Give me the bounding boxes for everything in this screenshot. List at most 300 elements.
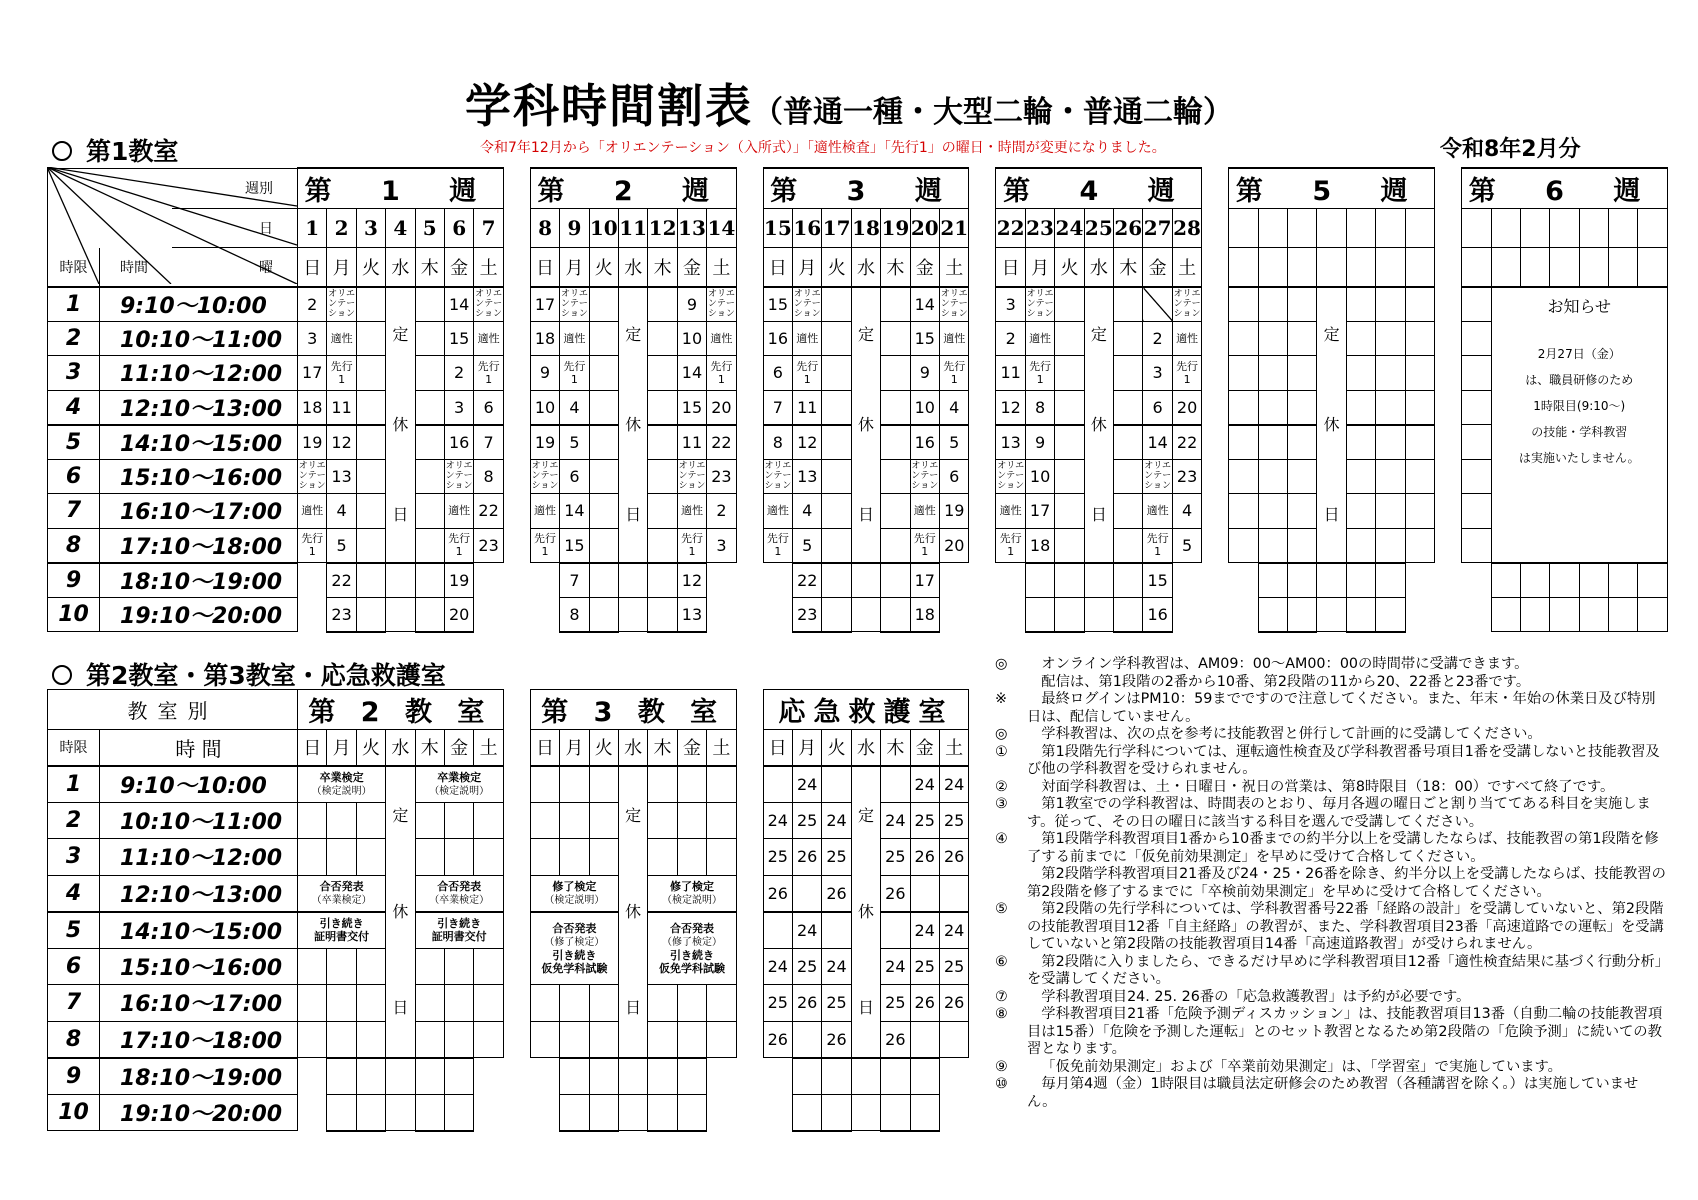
date-cell: 6: [444, 209, 473, 248]
gap: [1202, 459, 1229, 494]
timetable-cell: 11: [677, 425, 706, 460]
weekday-cell: [1638, 248, 1667, 287]
timetable-cell: [1520, 563, 1549, 598]
note-text: 第1教室での学科教習は、時間表のとおり、毎月各週の曜日ごと割り当ててある科目を実施します。従って、その日の曜日に該当する科目を選んで受講してください。: [1027, 796, 1651, 830]
timetable-cell: [444, 459, 473, 494]
timetable-cell: 3: [444, 390, 473, 425]
gap: [503, 356, 530, 391]
note-mark: ◎: [995, 656, 1008, 672]
note-text: 毎月第4週（金）1時限目は職員法定研修会のため教習（各種講習を除く。）は実施していません。: [1027, 1076, 1639, 1110]
timetable-cell: 15: [444, 321, 473, 356]
timetable-cell: [881, 321, 910, 356]
time-slot: 12:10～13:00: [100, 875, 298, 912]
timetable-cell: [589, 459, 618, 494]
timetable-cell: [763, 766, 792, 803]
timetable-cell: [648, 766, 677, 803]
empty: [298, 597, 327, 632]
time-slot: 19:10～20:00: [100, 597, 298, 632]
timetable-cell: [1084, 597, 1113, 632]
timetable-cell: 24: [792, 766, 821, 803]
period-label: 時限: [48, 730, 100, 766]
weekday-cell: 火: [822, 730, 851, 766]
room-name: 第 3 教 室: [530, 690, 736, 730]
closed-day-column: [619, 287, 648, 563]
exam-title: 修了検定: [552, 879, 597, 893]
gap: [503, 948, 530, 985]
closed-char: 休: [1090, 414, 1107, 434]
timetable-cell: [474, 948, 503, 985]
gap: [503, 802, 530, 839]
gap: [503, 875, 530, 912]
closed-char: 定: [1323, 324, 1340, 344]
timetable-cell: [327, 985, 356, 1022]
cell-text: ション: [940, 309, 968, 319]
empty: [474, 563, 503, 598]
note-text: 「仮免前効果測定」および「卒業前効果測定」は、「学習室」で実施しています。: [1041, 1058, 1562, 1075]
weekday-cell: 金: [910, 730, 939, 766]
timetable-cell: 23: [793, 597, 822, 632]
timetable-cell: [1172, 287, 1201, 322]
gap: [503, 528, 530, 563]
weekday-cell: [1462, 248, 1491, 287]
date-cell: 28: [1172, 209, 1201, 248]
timetable-cell: [589, 563, 618, 598]
closed-day-column: [851, 287, 880, 563]
cell-text: 先行: [448, 532, 471, 545]
closed-char: 定: [392, 324, 409, 344]
info-line: は実施いたしません。: [1518, 450, 1640, 465]
timetable-cell: [474, 356, 503, 391]
exam-title: 修了検定: [669, 879, 714, 893]
timetable-cell: [1258, 597, 1287, 632]
timetable-cell: [677, 766, 706, 803]
closed-char: 日: [1090, 504, 1107, 524]
gap: [736, 563, 763, 598]
time-label: 時間: [100, 248, 172, 287]
timetable-cell: [1114, 425, 1143, 460]
date-cell: [1550, 209, 1579, 248]
cell-text: ンテー: [707, 299, 735, 309]
timetable-cell: [444, 948, 473, 985]
note-text: オンライン学科教習は、AM09：00～AM00：00の時間帯に受講できます。: [1041, 656, 1529, 672]
weekday-cell: [1520, 248, 1549, 287]
timetable-cell: [1376, 321, 1405, 356]
table-row: [48, 563, 1668, 598]
closed-day-column: [851, 766, 880, 1058]
cell-text: 1: [570, 372, 578, 386]
weekday-cell: [1346, 248, 1375, 287]
timetable-cell: [1346, 425, 1375, 460]
gap: [503, 839, 530, 876]
timetable-cell: [1346, 459, 1375, 494]
timetable-cell: [940, 287, 969, 322]
timetable-cell: [356, 563, 385, 598]
timetable-cell: 25: [763, 839, 792, 876]
note-mark: ⑧: [995, 1006, 1008, 1022]
timetable-cell: [822, 597, 851, 632]
timetable-cell: 9: [1025, 425, 1054, 460]
time-slot: 15:10～16:00: [100, 459, 298, 494]
weekday-cell: 木: [1114, 248, 1143, 287]
timetable-cell: 26: [792, 839, 821, 876]
period-number: 1: [48, 766, 100, 803]
date-cell: 22: [996, 209, 1025, 248]
gap: [1202, 168, 1229, 209]
period-number: 3: [48, 839, 100, 876]
cell-text: 1: [338, 372, 346, 386]
time-slot: 10:10～11:00: [100, 321, 298, 356]
timetable-cell: [707, 985, 736, 1022]
time-slot: 11:10～12:00: [100, 839, 298, 876]
timetable-cell: [1055, 597, 1084, 632]
weekday-cell: 日: [763, 248, 792, 287]
timetable-cell: [677, 802, 706, 839]
timetable-cell: [356, 528, 385, 563]
timetable-cell: [822, 287, 851, 322]
note-text: 第2段階の先行学科については、学科教習番号22番「経路の設計」を受講していないと、第2段階の技能教習項目12番「自主経路」の教習が、また、学科教習項目23番「高速道路での運転」を受講していないと第2段階の技能教習項目14番「高速道路教習」が受けられません。: [1027, 901, 1664, 952]
timetable-cell: [648, 390, 677, 425]
timetable-cell: [1638, 563, 1667, 598]
cell-text: 先行: [680, 532, 703, 545]
timetable-cell: 10: [530, 390, 559, 425]
empty: [939, 1058, 968, 1095]
timetable-cell: [1346, 528, 1375, 563]
timetable-cell: 19: [298, 425, 327, 460]
week-header: 第 1 週: [298, 168, 504, 209]
timetable-cell: [881, 912, 910, 949]
timetable-cell: [1055, 494, 1084, 529]
gap: [969, 321, 996, 356]
closed-char: 休: [392, 901, 409, 921]
timetable-cell: [677, 1058, 706, 1095]
exam-block: [415, 875, 503, 912]
timetable-cell: [648, 563, 677, 598]
timetable-cell: [1346, 597, 1375, 632]
closed-day-column: [1317, 287, 1346, 563]
timetable-cell: [1462, 528, 1491, 563]
timetable-cell: 13: [327, 459, 356, 494]
timetable-cell: [560, 287, 589, 322]
cell-text: オリエ: [475, 289, 502, 299]
timetable-cell: [589, 839, 618, 876]
timetable-cell: [1346, 356, 1375, 391]
weekday-cell: 木: [648, 248, 677, 287]
timetable-cell: [415, 1021, 444, 1058]
timetable-cell: 2: [707, 494, 736, 529]
gap: [503, 248, 530, 287]
note-item: [995, 901, 1667, 954]
period-number: 9: [48, 563, 100, 598]
timetable-cell: [1405, 287, 1434, 322]
timetable-cell: [1405, 425, 1434, 460]
timetable-cell: 適性: [474, 321, 503, 356]
date-cell: 20: [910, 209, 939, 248]
timetable-cell: 14: [444, 287, 473, 322]
timetable-cell: [822, 459, 851, 494]
timetable-cell: [1025, 597, 1054, 632]
cell-text: ション: [764, 481, 792, 492]
timetable-cell: [474, 1021, 503, 1058]
timetable-cell: [648, 1094, 677, 1131]
timetable-cell: 19: [940, 494, 969, 529]
timetable-cell: 適性: [793, 321, 822, 356]
title-sub: （普通一種・大型二輪・普通二輪）: [753, 95, 1233, 130]
table-row: [48, 1021, 969, 1058]
timetable-cell: [415, 839, 444, 876]
gap: [1202, 528, 1229, 563]
timetable-cell: 26: [881, 875, 910, 912]
weekday-cell: 木: [648, 730, 677, 766]
empty: [996, 563, 1025, 598]
gap: [736, 494, 763, 529]
cell-text: 1: [485, 372, 493, 386]
timetable-cell: [1114, 390, 1143, 425]
timetable-cell: [1288, 563, 1317, 598]
gap: [1435, 287, 1462, 322]
timetable-cell: [1288, 390, 1317, 425]
timetable-cell: 適性: [560, 321, 589, 356]
weekday-cell: 月: [327, 248, 356, 287]
empty: [1229, 597, 1258, 632]
weekday-cell: 日: [298, 730, 327, 766]
timetable-cell: 7: [560, 563, 589, 598]
info-line: 2月27日（金）: [1537, 346, 1621, 361]
timetable-cell: [648, 1058, 677, 1095]
time-slot: 16:10～17:00: [100, 494, 298, 529]
note-item: [995, 691, 1667, 726]
timetable-cell: 13: [677, 597, 706, 632]
timetable-cell: 14: [1143, 425, 1172, 460]
timetable-cell: [589, 766, 618, 803]
exam-title: 卒業検定: [319, 770, 364, 784]
timetable-cell: 26: [910, 839, 939, 876]
timetable-cell: [560, 1094, 589, 1131]
timetable-cell: [298, 802, 327, 839]
weekday-cell: 月: [792, 730, 821, 766]
weekday-cell: 日: [530, 248, 559, 287]
time-slot: 14:10～15:00: [100, 425, 298, 460]
timetable-cell: [1346, 287, 1375, 322]
timetable-cell: [1346, 321, 1375, 356]
timetable-cell: [1609, 597, 1638, 632]
timetable-cell: 6: [1143, 390, 1172, 425]
timetable-cell: 3: [707, 528, 736, 563]
timetable-cell: [589, 494, 618, 529]
weekday-cell: 水: [386, 248, 415, 287]
timetable-cell: [444, 839, 473, 876]
timetable-cell: [530, 766, 559, 803]
timetable-cell: [707, 839, 736, 876]
cell-text: ンテー: [1173, 299, 1201, 309]
period-number: 10: [48, 597, 100, 632]
period-number: 6: [48, 948, 100, 985]
gap: [969, 209, 996, 248]
date-cell: [1609, 209, 1638, 248]
timetable-cell: [444, 528, 473, 563]
timetable-cell: 24: [881, 802, 910, 839]
timetable-cell: [298, 985, 327, 1022]
timetable-cell: [1258, 563, 1287, 598]
timetable-cell: 16: [910, 425, 939, 460]
timetable-cell: [822, 1058, 851, 1095]
timetable-cell: 17: [530, 287, 559, 322]
cell-text: オリエ: [764, 461, 792, 472]
timetable-cell: 適性: [677, 494, 706, 529]
note-mark: ⑥: [995, 953, 1008, 970]
closed-char: 日: [392, 997, 409, 1017]
timetable-cell: [327, 1021, 356, 1058]
note-item: [995, 674, 1667, 692]
header-diagonal-lines: [47, 167, 297, 284]
timetable-cell: [1288, 356, 1317, 391]
weekday-cell: 土: [707, 248, 736, 287]
exam-block: [298, 875, 386, 912]
timetable-cell: [415, 1058, 444, 1095]
weekday-cell: [1491, 248, 1520, 287]
timetable-cell: 適性: [910, 494, 939, 529]
timetable-cell: [1258, 425, 1287, 460]
timetable-cell: [415, 563, 444, 598]
cell-text: オリエ: [1173, 289, 1201, 299]
gap: [503, 168, 530, 209]
note-text: 配信は、第1段階の2番から10番、第2段階の11から20、22番と23番です。: [1041, 673, 1531, 690]
timetable-cell: 11: [996, 356, 1025, 391]
note-mark: [995, 866, 1027, 901]
gap: [736, 168, 763, 209]
timetable-cell: [996, 528, 1025, 563]
timetable-cell: [1462, 459, 1491, 494]
timetable-cell: [1114, 287, 1143, 322]
timetable-cell: 適性: [530, 494, 559, 529]
timetable-cell: 9: [530, 356, 559, 391]
timetable-cell: [1288, 321, 1317, 356]
timetable-cell: 5: [940, 425, 969, 460]
weekday-cell: [1405, 248, 1434, 287]
cell-text: 先行: [330, 359, 353, 373]
period-number: 2: [48, 321, 100, 356]
timetable-cell: [939, 875, 968, 912]
circle-icon: [52, 141, 72, 161]
empty: [939, 1094, 968, 1131]
weekday-cell: [1550, 248, 1579, 287]
weekday-cell: 水: [619, 248, 648, 287]
empty: [707, 1094, 736, 1131]
info-title: お知らせ: [1547, 296, 1612, 316]
cell-text: ンテー: [793, 299, 821, 309]
timetable-cell: [1143, 528, 1172, 563]
gap: [1202, 209, 1229, 248]
empty: [707, 563, 736, 598]
gap: [503, 912, 530, 949]
timetable-cell: 7: [763, 390, 792, 425]
date-cell: 19: [881, 209, 910, 248]
timetable-cell: [589, 1094, 618, 1131]
timetable-cell: [1258, 528, 1287, 563]
timetable-cell: 3: [996, 287, 1025, 322]
time-slot: 10:10～11:00: [100, 802, 298, 839]
timetable-cell: 20: [940, 528, 969, 563]
date-cell: 12: [648, 209, 677, 248]
timetable-cell: [1405, 528, 1434, 563]
timetable-cell: [881, 597, 910, 632]
timetable-cell: 15: [763, 287, 792, 322]
timetable-cell: [1229, 459, 1258, 494]
timetable-cell: 24: [792, 912, 821, 949]
timetable-cell: [1025, 356, 1054, 391]
timetable-cell: [677, 1094, 706, 1131]
timetable-cell: 3: [1143, 356, 1172, 391]
note-item: [995, 726, 1667, 744]
closed-char: 日: [392, 504, 409, 524]
section1-heading: [52, 132, 178, 168]
timetable-cell: 24: [763, 802, 792, 839]
timetable-cell: 6: [474, 390, 503, 425]
weekday-cell: 月: [793, 248, 822, 287]
timetable-cell: [560, 839, 589, 876]
timetable-cell: [1258, 287, 1287, 322]
timetable-cell: [474, 985, 503, 1022]
gap: [969, 287, 996, 322]
closed-char: 休: [392, 414, 409, 434]
timetable-cell: [881, 356, 910, 391]
cell-text: オリエ: [911, 461, 939, 472]
note-mark: ⑦: [995, 988, 1008, 1005]
timetable-cell: [356, 597, 385, 632]
timetable-cell: 18: [530, 321, 559, 356]
date-cell: 8: [530, 209, 559, 248]
timetable-cell: [1405, 356, 1434, 391]
timetable-cell: 12: [327, 425, 356, 460]
period-number: 4: [48, 875, 100, 912]
timetable-cell: [648, 839, 677, 876]
timetable-cell: 26: [939, 985, 968, 1022]
timetable-cell: 2: [444, 356, 473, 391]
gap: [1435, 563, 1462, 598]
weekday-cell: 日: [530, 730, 559, 766]
timetable-cell: [415, 528, 444, 563]
timetable-cell: 24: [763, 948, 792, 985]
timetable-cell: [356, 356, 385, 391]
empty: [707, 597, 736, 632]
gap: [736, 730, 763, 766]
timetable-cell: 12: [996, 390, 1025, 425]
empty: [298, 563, 327, 598]
timetable-cell: 25: [763, 985, 792, 1022]
timetable-cell: [474, 287, 503, 322]
gap: [1435, 528, 1462, 563]
note-mark: ④: [995, 831, 1008, 847]
closed-char: 日: [1323, 504, 1340, 524]
gap: [736, 459, 763, 494]
timetable-cell: [356, 1058, 385, 1095]
gap: [969, 563, 996, 598]
timetable-cell: 適性: [707, 321, 736, 356]
period-number: 7: [48, 985, 100, 1022]
table-row: [48, 985, 969, 1022]
timetable-cell: [648, 425, 677, 460]
date-cell: 23: [1025, 209, 1054, 248]
timetable-cell: [1055, 287, 1084, 322]
gap: [503, 459, 530, 494]
timetable-cell: [1317, 597, 1346, 632]
table-row: [48, 730, 969, 766]
gap: [1435, 425, 1462, 460]
timetable-cell: [648, 802, 677, 839]
timetable-cell: [1317, 563, 1346, 598]
gap: [503, 766, 530, 803]
gap: [503, 597, 530, 632]
timetable-cell: 26: [822, 1021, 851, 1058]
